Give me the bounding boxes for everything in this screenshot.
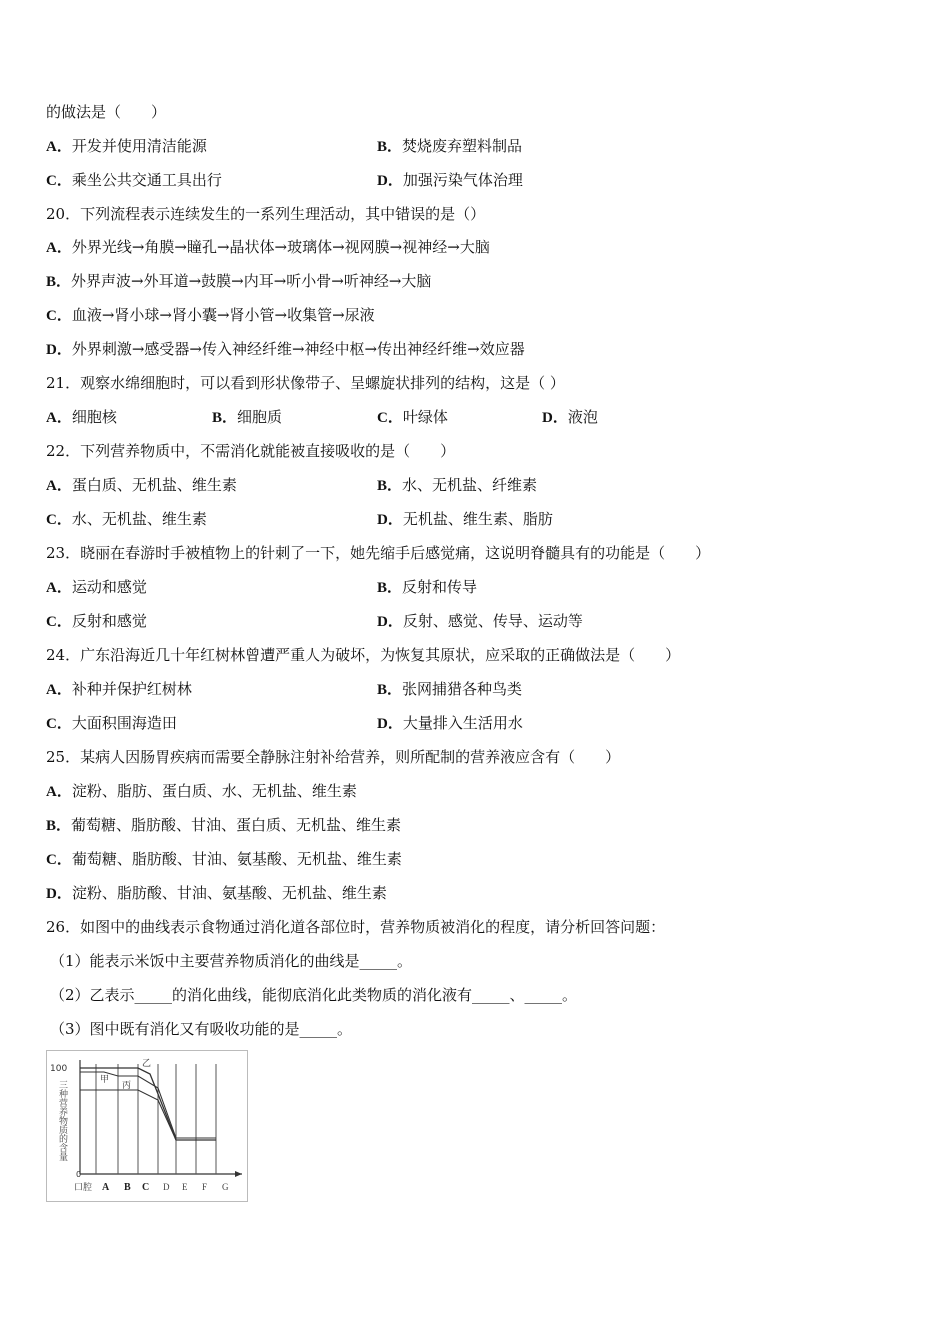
q23-option-a[interactable]: A．运动和感觉 xyxy=(46,578,147,596)
y-top-label: 100 xyxy=(50,1064,68,1074)
q24-option-d[interactable]: D．大量排入生活用水 xyxy=(377,714,523,732)
q25-option-a[interactable]: A．淀粉、脂肪、蛋白质、水、无机盐、维生素 xyxy=(46,782,357,800)
x-label-g: G xyxy=(222,1182,229,1192)
q22-option-c[interactable]: C．水、无机盐、维生素 xyxy=(46,510,207,528)
x-label-d: D xyxy=(163,1182,170,1192)
y-zero-label: 0 xyxy=(76,1170,82,1179)
q23-option-c[interactable]: C．反射和感觉 xyxy=(46,612,147,630)
x-label-f: F xyxy=(202,1182,208,1192)
x-label-a: A xyxy=(102,1182,110,1193)
x-label-c: C xyxy=(142,1182,150,1193)
q22-stem: 22．下列营养物质中，不需消化就能被直接吸收的是（ ） xyxy=(46,442,456,460)
q20-option-b[interactable]: B．外界声波→外耳道→鼓膜→内耳→听小骨→听神经→大脑 xyxy=(46,272,432,290)
q24-option-b[interactable]: B．张网捕猎各种鸟类 xyxy=(377,680,523,698)
q19-option-a[interactable]: A．开发并使用清洁能源 xyxy=(46,137,207,155)
q19-option-c[interactable]: C．乘坐公共交通工具出行 xyxy=(46,171,222,189)
curve-label-bing: 丙 xyxy=(122,1081,132,1091)
q21-stem: 21．观察水绵细胞时，可以看到形状像带子、呈螺旋状排列的结构，这是（ ） xyxy=(46,374,565,392)
curve-label-yi: 乙 xyxy=(142,1059,152,1069)
q23-option-b[interactable]: B．反射和传导 xyxy=(377,578,478,596)
q20-option-d[interactable]: D．外界刺激→感受器→传入神经纤维→神经中枢→传出神经纤维→效应器 xyxy=(46,340,525,358)
q25-option-d[interactable]: D．淀粉、脂肪酸、甘油、氨基酸、无机盐、维生素 xyxy=(46,884,387,902)
x-label-e: E xyxy=(182,1182,188,1192)
q21-option-b[interactable]: B．细胞质 xyxy=(212,408,283,426)
q22-option-d[interactable]: D．无机盐、维生素、脂肪 xyxy=(377,510,553,528)
x-label-b: B xyxy=(124,1182,131,1193)
q21-option-c[interactable]: C．叶绿体 xyxy=(377,408,448,426)
q21-option-d[interactable]: D．液泡 xyxy=(542,408,598,426)
q25-stem: 25．某病人因肠胃疾病而需要全静脉注射补给营养，则所配制的营养液应含有（ ） xyxy=(46,748,621,766)
q20-stem: 20．下列流程表示连续发生的一系列生理活动，其中错误的是（） xyxy=(46,205,486,223)
q20-option-a[interactable]: A．外界光线→角膜→瞳孔→晶状体→玻璃体→视网膜→视神经→大脑 xyxy=(46,238,490,256)
q23-option-d[interactable]: D．反射、感觉、传导、运动等 xyxy=(377,612,583,630)
q19-option-d[interactable]: D．加强污染气体治理 xyxy=(377,171,523,189)
q24-option-c[interactable]: C．大面积围海造田 xyxy=(46,714,177,732)
q24-option-a[interactable]: A．补种并保护红树林 xyxy=(46,680,192,698)
curve-label-jia: 甲 xyxy=(100,1075,110,1085)
q22-option-a[interactable]: A．蛋白质、无机盐、维生素 xyxy=(46,476,237,494)
q26-sub2: （2）乙表示_____的消化曲线，能彻底消化此类物质的消化液有_____、_____。 xyxy=(50,986,578,1004)
q24-stem: 24．广东沿海近几十年红树林曾遭严重人为破坏，为恢复其原状，应采取的正确做法是（ ） xyxy=(46,646,681,664)
q19-option-b[interactable]: B．焚烧废弃塑料制品 xyxy=(377,137,523,155)
q26-stem: 26．如图中的曲线表示食物通过消化道各部位时，营养物质被消化的程度，请分析回答问题： xyxy=(46,918,666,936)
y-axis-title: 三种营养物质的含量 xyxy=(57,1080,67,1161)
x-origin-label: 口腔 xyxy=(74,1183,93,1193)
q26-sub1: （1）能表示米饭中主要营养物质消化的曲线是_____。 xyxy=(50,952,413,970)
q22-option-b[interactable]: B．水、无机盐、纤维素 xyxy=(377,476,538,494)
q20-option-c[interactable]: C．血液→肾小球→肾小囊→肾小管→收集管→尿液 xyxy=(46,306,375,324)
q25-option-b[interactable]: B．葡萄糖、脂肪酸、甘油、蛋白质、无机盐、维生素 xyxy=(46,816,402,834)
q21-option-a[interactable]: A．细胞核 xyxy=(46,408,117,426)
intro-line: 的做法是（ ） xyxy=(46,103,167,121)
q23-stem: 23．晓丽在春游时手被植物上的针刺了一下，她先缩手后感觉痛，这说明脊髓具有的功能是（ ） xyxy=(46,544,711,562)
q26-sub3: （3）图中既有消化又有吸收功能的是_____。 xyxy=(50,1020,353,1038)
q25-option-c[interactable]: C．葡萄糖、脂肪酸、甘油、氨基酸、无机盐、维生素 xyxy=(46,850,402,868)
digestion-curve-figure xyxy=(46,1050,248,1202)
